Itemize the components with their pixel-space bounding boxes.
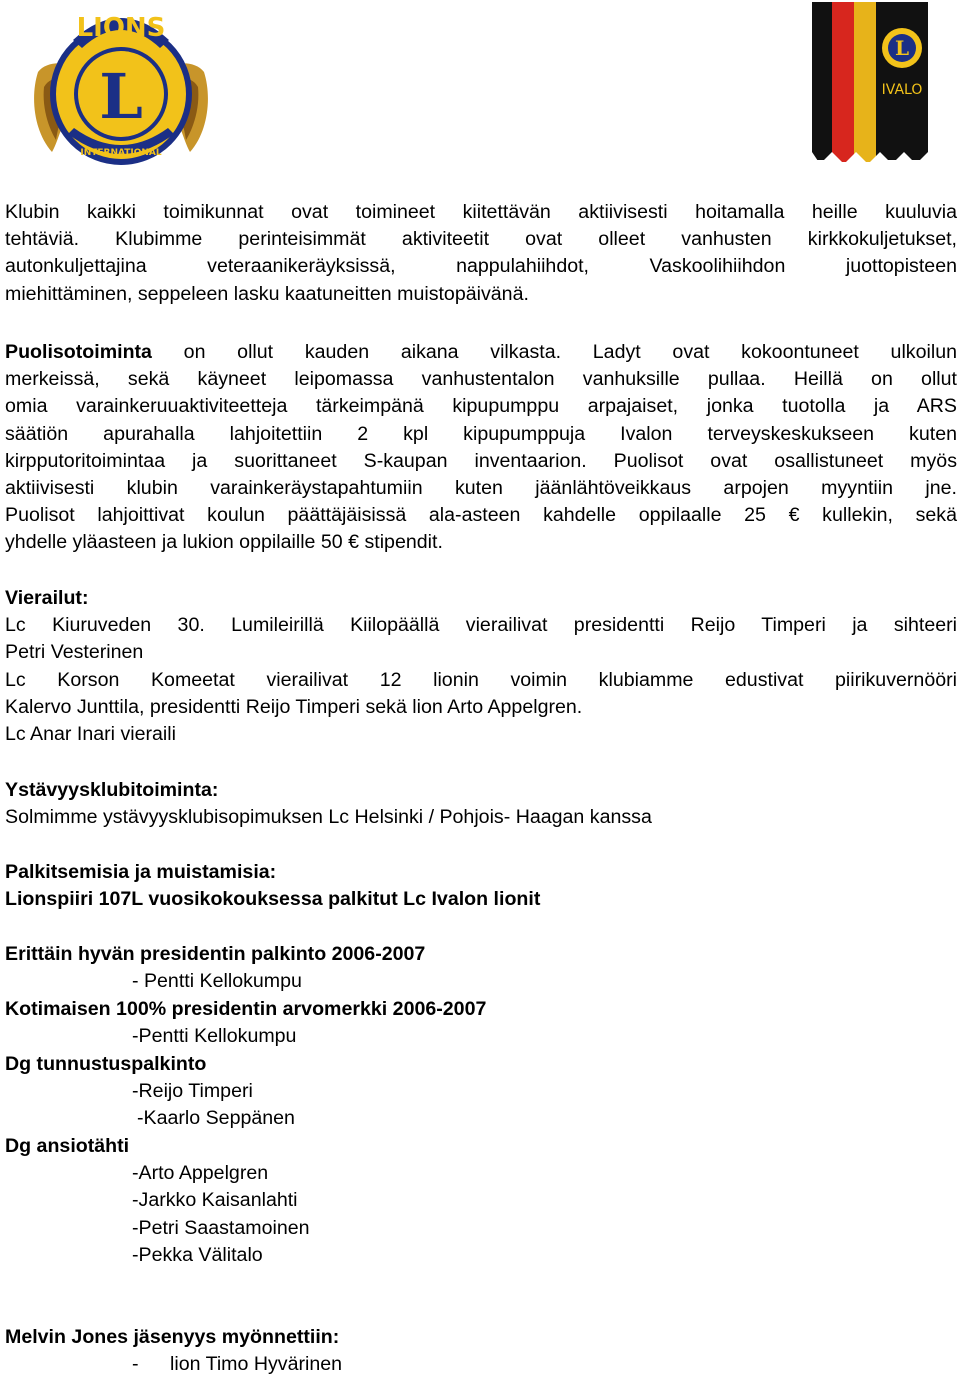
text-line: Klubin kaikki toimikunnat ovat toimineet kiitettävän aktiivisesti hoitamalla heille kuuluvia — [5, 201, 957, 223]
text-line: Solmimme ystävyysklubisopimuksen Lc Helsinki / Pohjois- Haagan kanssa — [5, 806, 652, 829]
text-line: merkeissä, sekä käyneet leipomassa vanhustentalon vanhuksille pullaa. Heillä on ollut — [5, 368, 957, 391]
text-line: Puolisot lahjoittivat koulun päättäjäisissä ala-asteen kahdelle oppilaalle 25 € kullekin, sekä — [5, 504, 957, 527]
melvin-jones-heading: Melvin Jones jäsenyys myönnettiin: — [5, 1326, 340, 1348]
award-recipient: -Jarkko Kaisanlahti — [132, 1189, 298, 1211]
award-title: Dg tunnustuspalkinto — [5, 1053, 207, 1075]
friendship-club-section — [5, 777, 957, 831]
text-fragment: on ollut kauden aikana vilkasta. Ladyt ovat kokoontuneet ulkoilun — [151, 341, 957, 363]
lions-logo-text: LIONS — [76, 13, 166, 43]
spouse-activity-paragraph — [5, 339, 957, 557]
award-recipient: -Reijo Timperi — [132, 1080, 253, 1102]
melvin-jones-recipient: lion Timo Hyvärinen — [170, 1353, 343, 1375]
award-title: Erittäin hyvän presidentin palkinto 2006-2007 — [5, 943, 426, 965]
text-line: Kalervo Junttila, presidentti Reijo Timperi sekä lion Arto Appelgren. — [5, 695, 583, 718]
intro-paragraph — [5, 199, 957, 308]
award-recipient: -Pekka Välitalo — [132, 1244, 263, 1266]
ivalo-banner-letter: L — [894, 36, 910, 60]
lions-international-logo — [28, 2, 214, 182]
spouse-activity-label: Puolisotoiminta — [5, 341, 152, 363]
text-line: yhdelle yläasteen ja lukion oppilaille 50 € stipendit. — [5, 531, 443, 554]
friendship-heading: Ystävyysklubitoiminta: — [5, 779, 219, 801]
text-line: tehtäviä. Klubimme perinteisimmät aktiviteetit ovat olleet vanhusten kirkkokuljetukset, — [5, 228, 957, 251]
visits-section — [5, 585, 957, 748]
text-line: Petri Vesterinen — [5, 641, 144, 664]
awards-subheading: Lionspiiri 107L vuosikokouksessa palkitut Lc Ivalon lionit — [5, 888, 541, 910]
lions-logo-letter: L — [99, 60, 143, 133]
text-line: miehittäminen, seppeleen lasku kaatuneitten muistopäivänä. — [5, 282, 529, 305]
award-title: Kotimaisen 100% presidentin arvomerkki 2006-2007 — [5, 998, 487, 1020]
award-recipient: -Pentti Kellokumpu — [132, 1025, 297, 1047]
text-line: Lc Kiuruveden 30. Lumileirillä Kiilopäällä vierailivat presidentti Reijo Timperi ja sihteeri — [5, 614, 957, 637]
lc-ivalo-banner — [812, 2, 928, 164]
ivalo-banner-text: IVALO — [881, 82, 923, 98]
text-line: säätiön apurahalla lahjoitettiin 2 kpl kipupumppuja Ivalon terveyskeskukseen kuten — [5, 422, 957, 445]
text-line: Lc Anar Inari vieraili — [5, 723, 176, 746]
list-dash: - — [132, 1353, 139, 1375]
award-recipient: - Pentti Kellokumpu — [132, 970, 302, 992]
awards-heading: Palkitsemisia ja muistamisia: — [5, 861, 277, 883]
award-title: Dg ansiotähti — [5, 1135, 130, 1157]
award-recipient: -Arto Appelgren — [132, 1162, 269, 1184]
text-line: autonkuljettajina veteraanikeräyksissä, nappulahiihdot, Vaskoolihiihdon juottopisteen — [5, 255, 957, 278]
visits-heading: Vierailut: — [5, 587, 89, 609]
lions-logo-ring-text: INTERNATIONAL — [80, 148, 162, 158]
award-recipient: -Kaarlo Seppänen — [137, 1107, 295, 1129]
text-line — [5, 339, 957, 366]
text-line: aktiivisesti klubin varainkeräystapahtumiin kuten jäänlähtöveikkaus arpojen myyntiin jne. — [5, 477, 957, 500]
text-line: kirpputoritoimintaa ja suorittaneet S-kaupan inventaarion. Puolisot ovat osallistuneet myös — [5, 449, 957, 472]
text-line: omia varainkeruuaktiviteetteja tärkeimpänä kipupumppu arpajaiset, jonka tuotolla ja ARS — [5, 395, 957, 418]
award-recipient: -Petri Saastamoinen — [132, 1217, 310, 1239]
text-line: Lc Korson Komeetat vierailivat 12 lionin voimin klubiamme edustivat piirikuvernööri — [5, 668, 957, 691]
